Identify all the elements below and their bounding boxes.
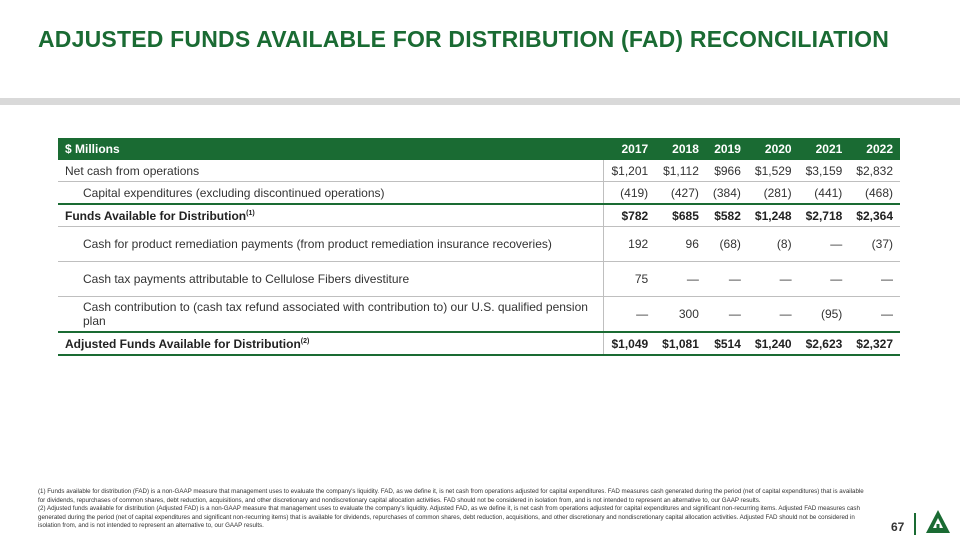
cell: — (799, 227, 850, 262)
header-year: 2021 (799, 138, 850, 160)
header-year: 2020 (748, 138, 799, 160)
cell: $1,201 (604, 160, 655, 182)
cell: — (706, 262, 748, 297)
row-label: Net cash from operations (58, 160, 604, 182)
cell: — (748, 262, 799, 297)
cell: $2,832 (849, 160, 900, 182)
table-row (58, 332, 900, 355)
cell: $1,248 (748, 204, 799, 227)
cell: $582 (706, 204, 748, 227)
table-row (58, 262, 900, 297)
cell: $514 (706, 332, 748, 355)
header-units: $ Millions (58, 138, 604, 160)
table-row (58, 227, 900, 262)
cell: — (604, 297, 655, 333)
page-title: ADJUSTED FUNDS AVAILABLE FOR DISTRIBUTION (FAD) RECONCILIATION (38, 26, 890, 52)
cell: $966 (706, 160, 748, 182)
cell: (384) (706, 182, 748, 205)
cell: $1,240 (748, 332, 799, 355)
footer-divider (914, 513, 916, 535)
fad-reconciliation-table (58, 138, 900, 356)
cell: (441) (799, 182, 850, 205)
page-number: 67 (891, 520, 905, 534)
row-label: Cash tax payments attributable to Cellulose Fibers divestiture (58, 262, 604, 297)
cell: — (748, 297, 799, 333)
cell: $1,112 (655, 160, 706, 182)
cell: 300 (655, 297, 706, 333)
table-header-row (58, 138, 900, 160)
row-label: Cash for product remediation payments (from product remediation insurance recoveries) (58, 227, 604, 262)
row-label: Capital expenditures (excluding discontinued operations) (58, 182, 604, 205)
cell: $1,049 (604, 332, 655, 355)
table-row (58, 297, 900, 333)
cell: — (849, 297, 900, 333)
cell: $2,718 (799, 204, 850, 227)
cell: 192 (604, 227, 655, 262)
cell: — (655, 262, 706, 297)
header-year: 2022 (849, 138, 900, 160)
title-divider-band (0, 98, 960, 105)
cell: 75 (604, 262, 655, 297)
cell: (427) (655, 182, 706, 205)
cell: (68) (706, 227, 748, 262)
table-row (58, 182, 900, 205)
footnote-1: (1) Funds available for distribution (FAD) is a non-GAAP measure that management uses to evaluate the company's liquidity. FAD, as we define it, is net cash from operations adjusted for capital expenditures. FAD measures cash generated during the period (net of capital expenditures) that is available for dividends, repurchases of common shares, debt reduction, acquisitions, and other discretionary and nondiscretionary capital allocation activities. FAD should not be considered in isolation from, and is not intended to represent an alternative to, our GAAP results. (38, 488, 864, 504)
cell: 96 (655, 227, 706, 262)
footnote-ref: (1) (246, 209, 255, 217)
row-label (58, 204, 604, 227)
cell: (281) (748, 182, 799, 205)
cell: $1,529 (748, 160, 799, 182)
table-row (58, 204, 900, 227)
cell: (95) (799, 297, 850, 333)
cell: $685 (655, 204, 706, 227)
cell: — (706, 297, 748, 333)
cell: $1,081 (655, 332, 706, 355)
tree-logo-icon (925, 509, 951, 535)
cell: (468) (849, 182, 900, 205)
row-label-text: Funds Available for Distribution (65, 208, 247, 223)
row-label-text: Adjusted Funds Available for Distribution (65, 336, 301, 351)
footnotes (38, 488, 868, 531)
cell: (37) (849, 227, 900, 262)
cell: — (849, 262, 900, 297)
footnote-2: (2) Adjusted funds available for distribution (Adjusted FAD) is a non-GAAP measure that management uses to evaluate the company's liquidity. Adjusted FAD, as we define it, is net cash from operations adjusted for capital expenditures and significant non-recurring items. Adjusted FAD measures cash generated during the period (net of capital expenditures and significant non-recurring items) that is available for dividends, repurchases of common shares, debt reduction, acquisitions, and other discretionary and nondiscretionary capital allocation activities. Adjusted FAD should not be considered in isolation from, and is not intended to represent an alternative to, our GAAP results. (38, 505, 860, 530)
header-year: 2017 (604, 138, 655, 160)
footnote-ref: (2) (300, 337, 310, 345)
cell: (8) (748, 227, 799, 262)
row-label: Cash contribution to (cash tax refund associated with contribution to) our U.S. qualified pension plan (58, 297, 604, 333)
cell: $2,327 (849, 332, 900, 355)
table-row (58, 160, 900, 182)
cell: — (799, 262, 850, 297)
header-year: 2018 (655, 138, 706, 160)
cell: $2,623 (799, 332, 850, 355)
cell: (419) (604, 182, 655, 205)
cell: $3,159 (799, 160, 850, 182)
header-year: 2019 (706, 138, 748, 160)
cell: $2,364 (849, 204, 900, 227)
row-label (58, 332, 604, 355)
cell: $782 (604, 204, 655, 227)
